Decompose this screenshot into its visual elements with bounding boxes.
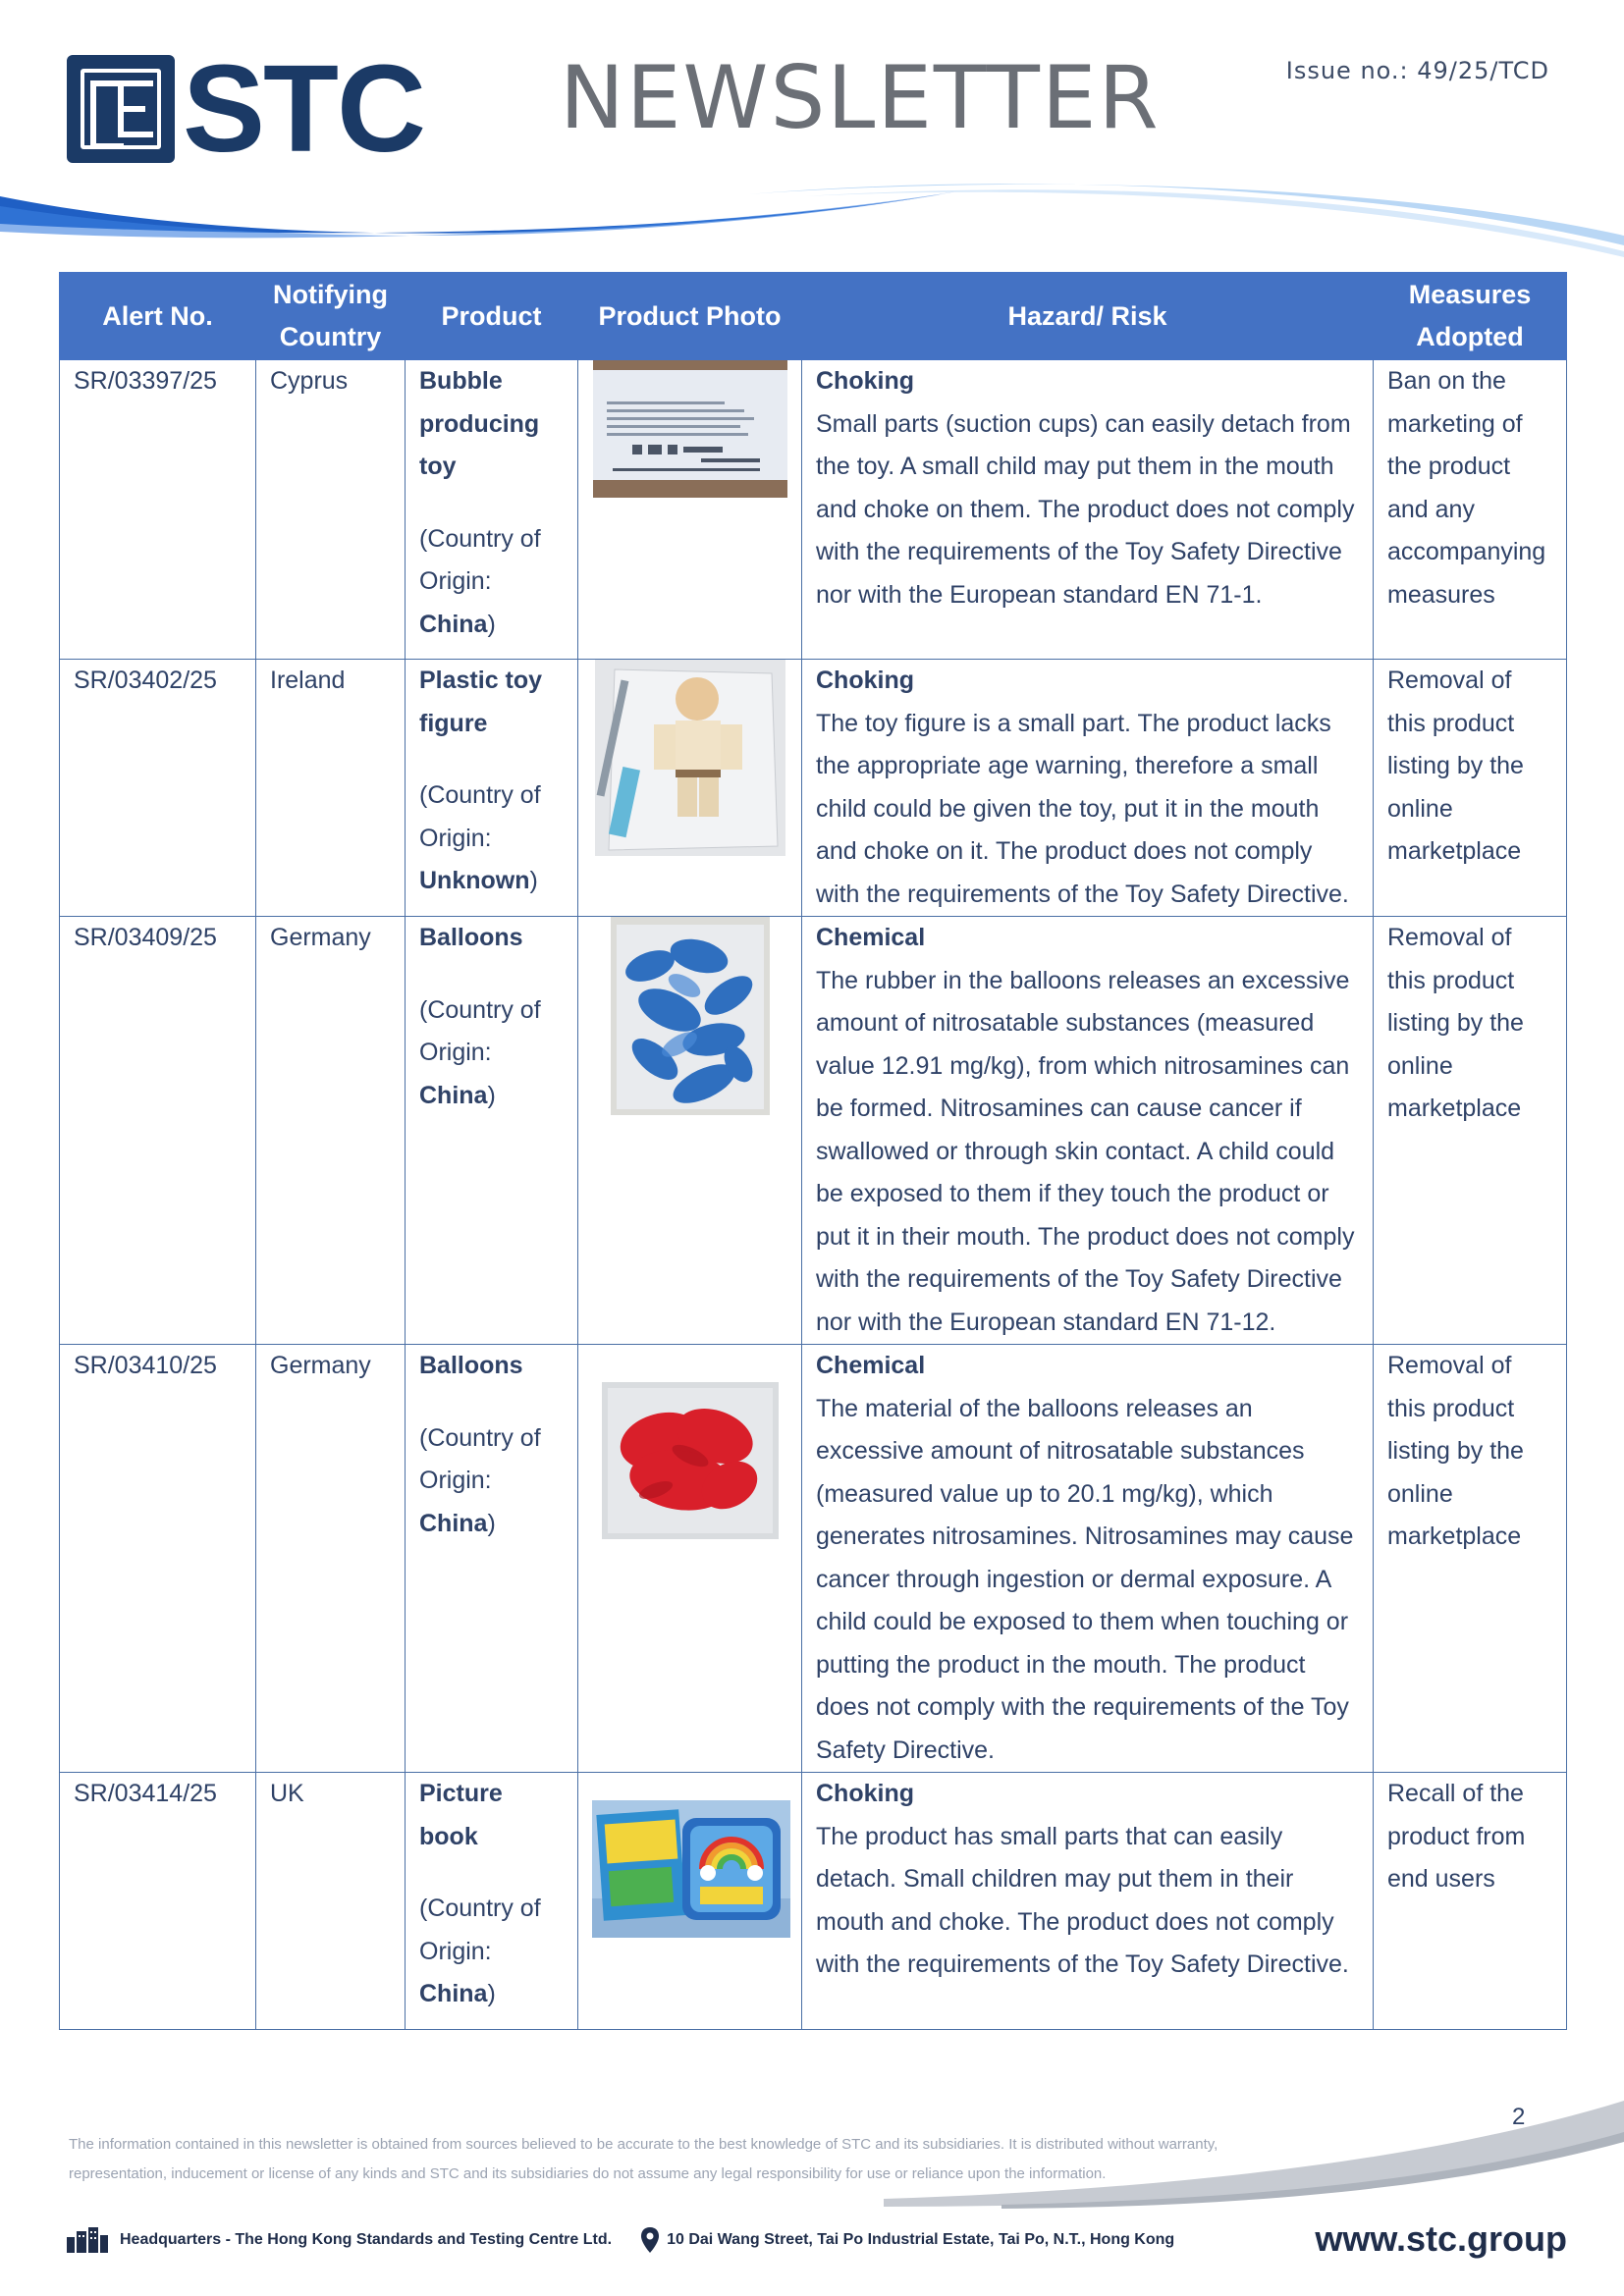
alert-number: SR/03397/25 [60, 360, 256, 660]
alert-number: SR/03414/25 [60, 1773, 256, 2030]
packaging-label-photo [593, 360, 787, 498]
headquarters-text: Headquarters - The Hong Kong Standards and Testing Centre Ltd. [120, 2231, 613, 2248]
product-name: Plastic toy figure [419, 667, 543, 737]
hazard-text: Small parts (suction cups) can easily detach from the toy. A small child may put them in the mouth and choke on them. The product does not comply with the requirements of the Toy Safety Directive nor with the European standard EN 71-1. [816, 409, 1355, 609]
product-name: Balloons [419, 924, 523, 951]
notifying-country: Cyprus [256, 360, 406, 660]
origin-line [419, 989, 564, 1118]
measures-adopted: Removal of this product listing by the online marketplace [1374, 1345, 1567, 1773]
origin-prefix: (Country of Origin: [419, 781, 541, 852]
origin-suffix: ) [487, 1509, 496, 1537]
measures-adopted: Ban on the marketing of the product and any accompanying measures [1374, 360, 1567, 660]
origin-prefix: (Country of Origin: [419, 1895, 541, 1965]
origin-prefix: (Country of Origin: [419, 524, 541, 595]
hazard-title: Choking [816, 667, 914, 694]
table-header-row [60, 273, 1567, 360]
product-photo-cell [578, 917, 802, 1345]
notifying-country: UK [256, 1773, 406, 2030]
alert-number: SR/03402/25 [60, 660, 256, 917]
origin-country: Unknown [419, 867, 530, 894]
origin-suffix: ) [487, 610, 496, 638]
hazard-cell [802, 1773, 1374, 2030]
column-header-product-photo: Product Photo [578, 273, 802, 360]
hazard-title: Choking [816, 367, 914, 395]
table-row [60, 917, 1567, 1345]
hazard-title: Choking [816, 1780, 914, 1807]
column-header-product: Product [406, 273, 578, 360]
product-photo-cell [578, 660, 802, 917]
origin-suffix: ) [487, 1081, 496, 1109]
page-number: 2 [1512, 2104, 1526, 2130]
origin-line [419, 774, 564, 903]
website-link[interactable]: www.stc.group [1315, 2218, 1567, 2259]
notifying-country: Germany [256, 1345, 406, 1773]
product-name: Balloons [419, 1352, 523, 1379]
table-row [60, 360, 1567, 660]
table-row [60, 660, 1567, 917]
origin-country: China [419, 1081, 488, 1109]
column-header-measures-adopted: Measures Adopted [1374, 273, 1567, 360]
notifying-country: Germany [256, 917, 406, 1345]
hazard-cell [802, 660, 1374, 917]
product-cell [406, 360, 578, 660]
footer-contact [65, 2218, 1567, 2262]
location-pin-icon [641, 2227, 659, 2253]
origin-suffix: ) [487, 1980, 496, 2007]
hazard-cell [802, 917, 1374, 1345]
hazard-text: The product has small parts that can easily detach. Small children may put them in their mouth and choke. The product does not comply with the requirements of the Toy Safety Directive. [816, 1822, 1349, 1978]
product-cell [406, 1773, 578, 2030]
alert-number: SR/03410/25 [60, 1345, 256, 1773]
product-photo-cell [578, 1345, 802, 1773]
hazard-text: The toy figure is a small part. The product lacks the appropriate age warning, therefore a small child could be given the toy, put it in the mouth and choke on it. The product does not comply with the requirements of the Toy Safety Directive. [816, 709, 1349, 908]
stc-emblem-icon [67, 55, 175, 163]
disclaimer-text: The information contained in this newsletter is obtained from sources believed to be accurate to the best knowledge of STC and its subsidiaries. It is distributed without warranty, representation, inducement or license of any kinds and STC and its subsidiaries do not assume any legal responsibility for use or reliance upon the information. [69, 2136, 1218, 2182]
column-header-notifying-country: Notifying Country [256, 273, 406, 360]
product-cell [406, 917, 578, 1345]
column-header-alert-no: Alert No. [60, 273, 256, 360]
origin-country: China [419, 1509, 488, 1537]
product-name: Bubble producing toy [419, 367, 540, 480]
measures-adopted: Removal of this product listing by the online marketplace [1374, 660, 1567, 917]
product-cell [406, 1345, 578, 1773]
product-name: Picture book [419, 1780, 503, 1850]
header-swoosh [0, 177, 1624, 265]
building-icon [65, 2227, 110, 2253]
logo-wordmark: STC [183, 39, 424, 178]
address-text: 10 Dai Wang Street, Tai Po Industrial Estate, Tai Po, N.T., Hong Kong [667, 2231, 1175, 2248]
hazard-title: Chemical [816, 924, 926, 951]
newsletter-title: NEWSLETTER [560, 47, 1161, 148]
product-cell [406, 660, 578, 917]
issue-number: Issue no.: 49/25/TCD [1285, 57, 1549, 84]
toy-figure-photo [595, 660, 785, 856]
red-balloons-photo [602, 1382, 779, 1539]
column-header-hazard-risk: Hazard/ Risk [802, 273, 1374, 360]
measures-adopted: Removal of this product listing by the online marketplace [1374, 917, 1567, 1345]
origin-line [419, 1888, 564, 2016]
table-row [60, 1773, 1567, 2030]
alerts-table [59, 272, 1567, 2030]
origin-line [419, 518, 564, 647]
notifying-country: Ireland [256, 660, 406, 917]
picture-book-photo [592, 1800, 790, 1938]
origin-prefix: (Country of Origin: [419, 1423, 541, 1494]
origin-line [419, 1417, 564, 1546]
origin-country: China [419, 610, 488, 638]
stc-logo [67, 39, 424, 178]
hazard-cell [802, 1345, 1374, 1773]
hazard-text: The material of the balloons releases an excessive amount of nitrosatable substances (measured value up to 20.1 mg/kg), which generates nitrosamines. Nitrosamines may cause cancer through ingestion or dermal exposure. A child could be exposed to them when touching or putting the product in the mouth. The product does not comply with the requirements of the Toy Safety Directive. [816, 1394, 1354, 1764]
hazard-cell [802, 360, 1374, 660]
hazard-text: The rubber in the balloons releases an excessive amount of nitrosatable substances (measured value 12.91 mg/kg), from which nitrosamines can be formed. Nitrosamines can cause cancer if swallowed or through skin contact. A child could be exposed to them if they touch the product or put it in their mouth. The product does not comply with the requirements of the Toy Safety Directive nor with the European standard EN 71-12. [816, 966, 1355, 1336]
measures-adopted: Recall of the product from end users [1374, 1773, 1567, 2030]
blue-balloons-photo [611, 917, 770, 1115]
origin-prefix: (Country of Origin: [419, 995, 541, 1066]
origin-country: China [419, 1980, 488, 2007]
hazard-title: Chemical [816, 1352, 926, 1379]
product-photo-cell [578, 360, 802, 660]
origin-suffix: ) [529, 867, 538, 894]
alert-number: SR/03409/25 [60, 917, 256, 1345]
product-photo-cell [578, 1773, 802, 2030]
table-row [60, 1345, 1567, 1773]
